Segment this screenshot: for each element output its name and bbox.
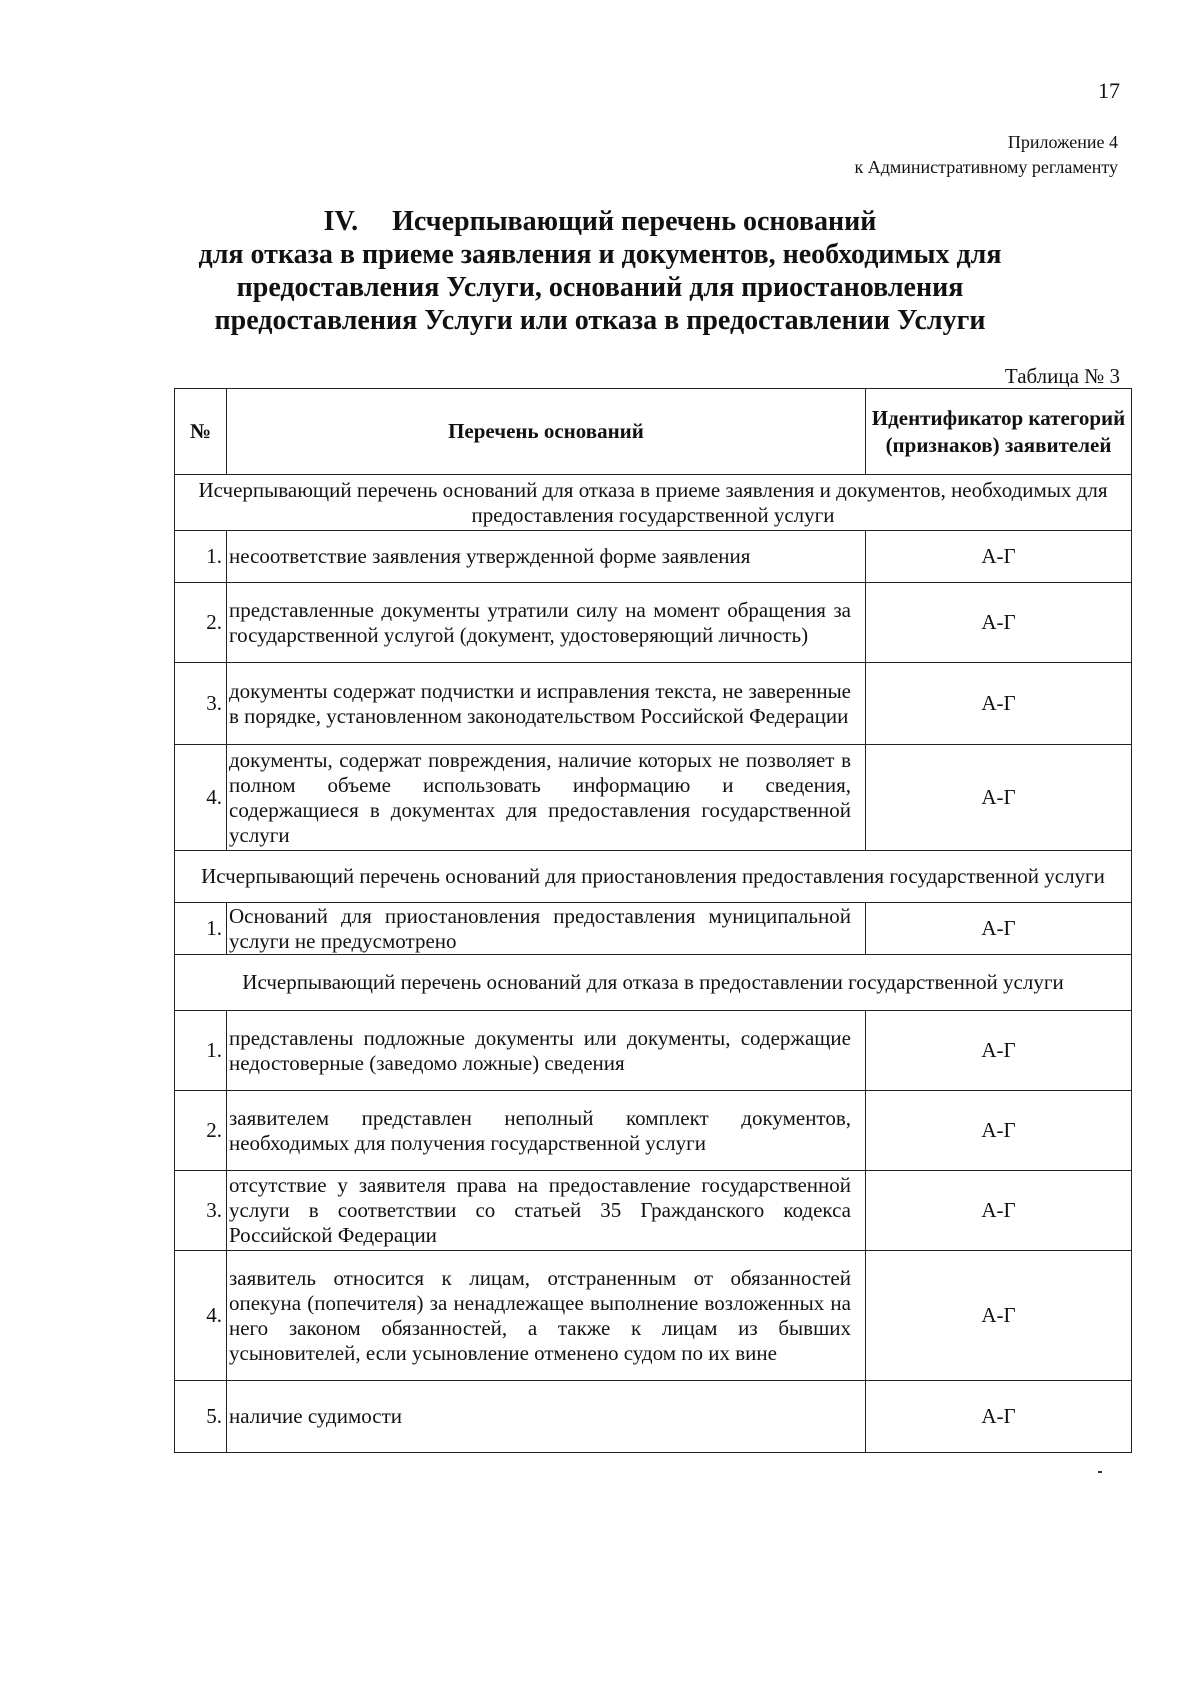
row-grounds-text: Оснований для приостановления предоставления муниципальной услуги не предусмотрено: [227, 903, 866, 955]
row-grounds-text: отсутствие у заявителя права на предоставление государственной услуги в соответствии со статьей 35 Гражданского кодекса Российской Федерации: [227, 1171, 866, 1251]
section-title: Исчерпывающий перечень оснований для отказа в предоставлении государственной услуги: [175, 955, 1132, 1011]
table-row: [175, 1251, 1132, 1381]
heading-line: предоставления Услуги, оснований для приостановления: [236, 272, 964, 303]
row-number: 4.: [175, 745, 227, 851]
row-identifier: А-Г: [866, 1381, 1132, 1453]
row-identifier: А-Г: [866, 583, 1132, 663]
table-body: [175, 475, 1132, 1453]
table-row: [175, 745, 1132, 851]
scan-speck: [1098, 1471, 1102, 1473]
row-grounds-text: документы содержат подчистки и исправления текста, не заверенные в порядке, установленном законодательством Российской Федерации: [227, 663, 866, 745]
appendix-line: к Административному регламенту: [854, 157, 1118, 177]
row-number: 2.: [175, 1091, 227, 1171]
row-number: 2.: [175, 583, 227, 663]
row-number: 1.: [175, 531, 227, 583]
row-grounds-text: документы, содержат повреждения, наличие которых не позволяет в полном объеме использовать информацию и сведения, содержащиеся в документах для предоставления государственной услуги: [227, 745, 866, 851]
row-grounds-text: заявителем представлен неполный комплект документов, необходимых для получения государственной услуги: [227, 1091, 866, 1171]
table-caption: Таблица № 3: [1004, 364, 1120, 388]
section-title: Исчерпывающий перечень оснований для отказа в приеме заявления и документов, необходимых для предоставления государственной услуги: [175, 475, 1132, 531]
row-identifier: А-Г: [866, 1091, 1132, 1171]
section-title-row: [175, 851, 1132, 903]
heading-line: для отказа в приеме заявления и документов, необходимых для: [198, 239, 1002, 270]
section-heading: [140, 205, 1060, 337]
section-number: IV.: [323, 206, 359, 237]
row-grounds-text: представленные документы утратили силу на момент обращения за государственной услугой (документ, удостоверяющий личность): [227, 583, 866, 663]
row-grounds-text: несоответствие заявления утвержденной форме заявления: [227, 531, 866, 583]
table-header-row: [175, 389, 1132, 475]
row-identifier: А-Г: [866, 1251, 1132, 1381]
header-grounds: Перечень оснований: [227, 389, 866, 475]
row-number: 1.: [175, 903, 227, 955]
table-row: [175, 1011, 1132, 1091]
row-grounds-text: заявитель относится к лицам, отстраненным от обязанностей опекуна (попечителя) за ненадлежащее выполнение возложенных на него законом обязанностей, а также к лицам из бывших усыновителей, если усыновление отменено судом по их вине: [227, 1251, 866, 1381]
row-number: 4.: [175, 1251, 227, 1381]
header-num: №: [175, 389, 227, 475]
section-title: Исчерпывающий перечень оснований для приостановления предоставления государственной услуги: [175, 851, 1132, 903]
appendix-line: Приложение 4: [1007, 132, 1118, 152]
row-identifier: А-Г: [866, 903, 1132, 955]
row-identifier: А-Г: [866, 745, 1132, 851]
table-row: [175, 663, 1132, 745]
section-title-row: [175, 955, 1132, 1011]
table-row: [175, 1171, 1132, 1251]
table-row: [175, 583, 1132, 663]
page-number: 17: [1098, 78, 1120, 103]
grounds-table: [174, 388, 1132, 1453]
row-identifier: А-Г: [866, 1171, 1132, 1251]
heading-line: Исчерпывающий перечень оснований: [392, 206, 877, 237]
row-identifier: А-Г: [866, 1011, 1132, 1091]
section-title-row: [175, 475, 1132, 531]
row-grounds-text: представлены подложные документы или документы, содержащие недостоверные (заведомо ложные) сведения: [227, 1011, 866, 1091]
header-identifier: Идентификатор категорий (признаков) заявителей: [866, 389, 1132, 475]
row-number: 5.: [175, 1381, 227, 1453]
row-number: 3.: [175, 1171, 227, 1251]
row-number: 3.: [175, 663, 227, 745]
heading-line: предоставления Услуги или отказа в предоставлении Услуги: [214, 305, 986, 336]
appendix-note: [854, 130, 1118, 180]
table-row: [175, 1091, 1132, 1171]
row-identifier: А-Г: [866, 663, 1132, 745]
table-row: [175, 1381, 1132, 1453]
row-number: 1.: [175, 1011, 227, 1091]
row-identifier: А-Г: [866, 531, 1132, 583]
row-grounds-text: наличие судимости: [227, 1381, 866, 1453]
table-row: [175, 903, 1132, 955]
table-row: [175, 531, 1132, 583]
